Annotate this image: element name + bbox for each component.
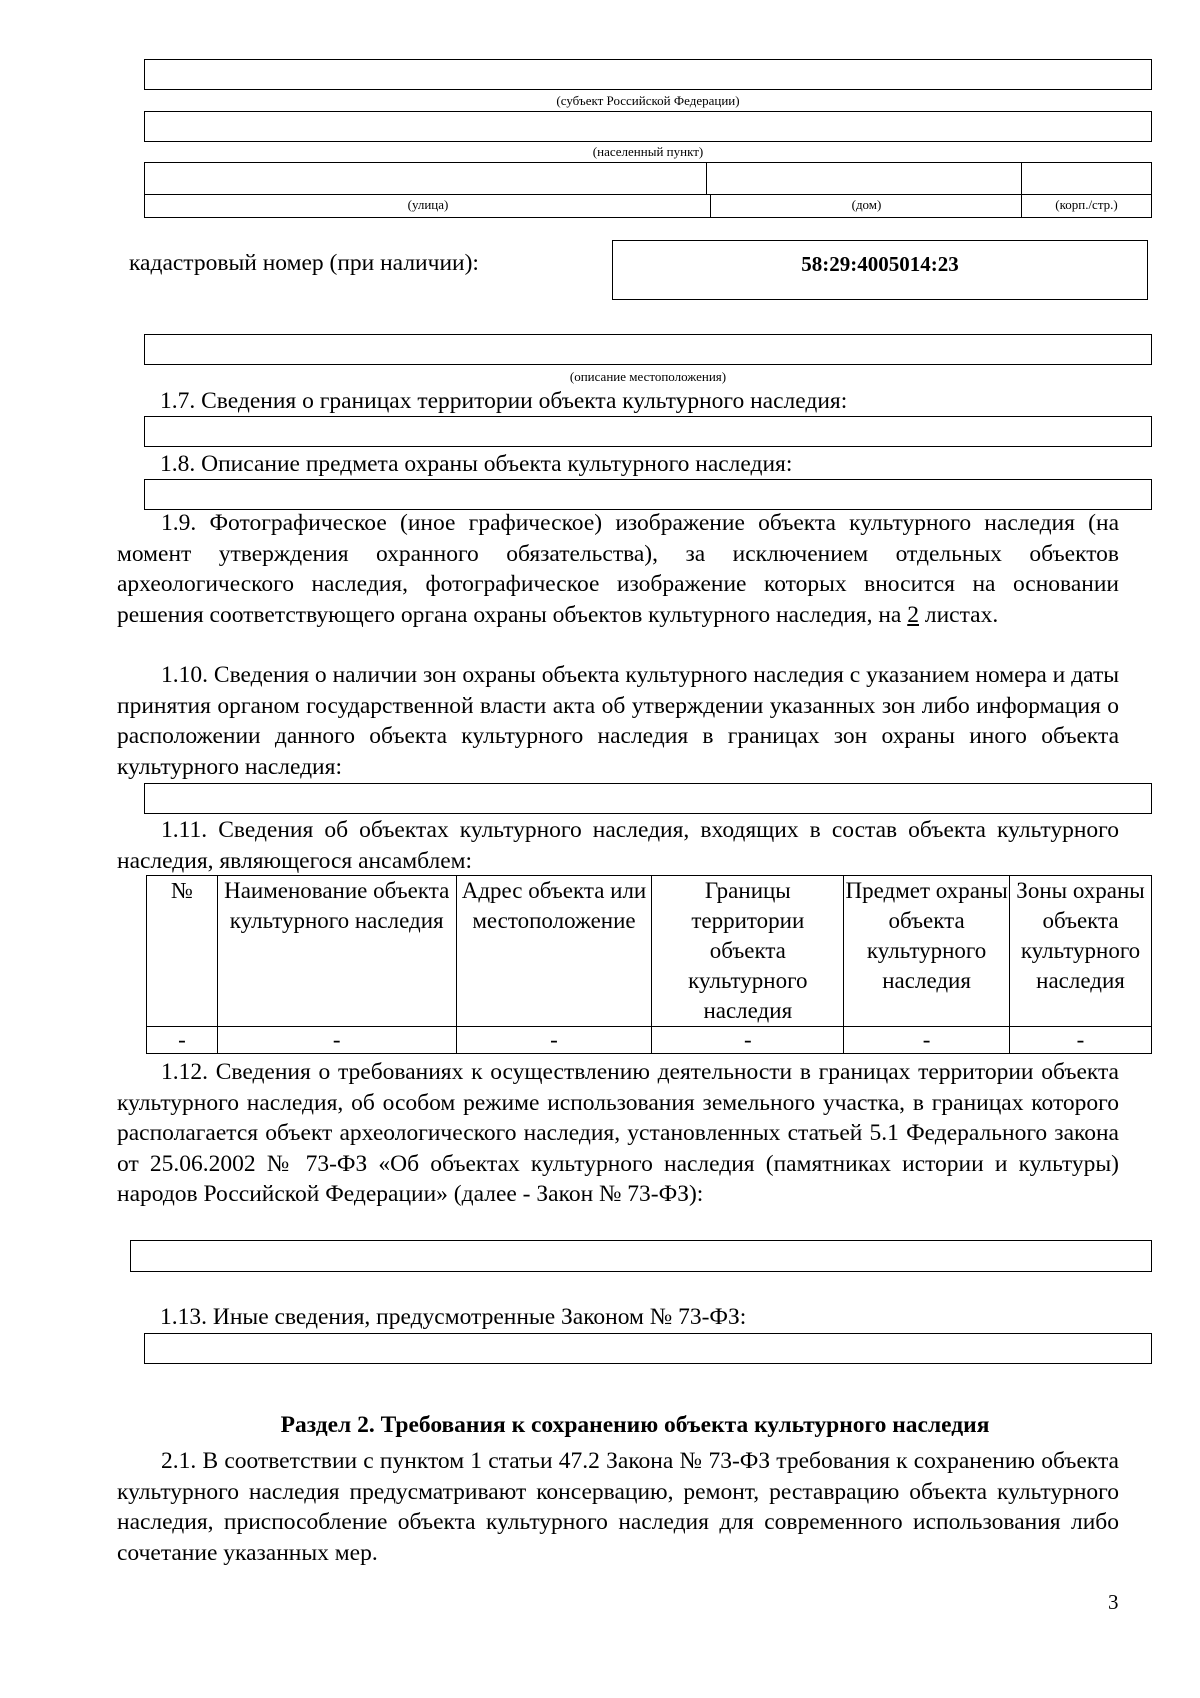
item-1-13: 1.13. Иные сведения, предусмотренные Законом № 73-ФЗ: [160, 1304, 747, 1330]
item-1-9-count: 2 [907, 601, 919, 628]
item-1-9 [117, 508, 1119, 630]
table-cell: - [844, 1027, 1010, 1054]
item-2-1 [117, 1446, 1119, 1568]
item-1-8-field[interactable] [144, 479, 1152, 510]
item-1-8: 1.8. Описание предмета охраны объекта культурного наследия: [160, 451, 793, 477]
col-header: № [147, 876, 218, 1027]
item-1-11-text: 1.11. Сведения об объектах культурного наследия, входящих в состав объекта культурного наследия, являющегося ансамблем: [117, 817, 1119, 874]
cadastral-label: кадастровый номер (при наличии): [129, 250, 479, 276]
street-field[interactable] [144, 162, 708, 196]
table-cell: - [456, 1027, 652, 1054]
section-2-heading: Раздел 2. Требования к сохранению объекта культурного наследия [280, 1412, 990, 1438]
locality-caption: (населенный пункт) [592, 144, 704, 159]
region-caption: (субъект Российской Федерации) [556, 93, 740, 108]
region-field[interactable] [144, 59, 1152, 90]
house-field[interactable] [706, 162, 1023, 196]
location-caption: (описание местоположения) [569, 369, 727, 384]
table-row [147, 1027, 1152, 1054]
table-cell: - [652, 1027, 844, 1054]
item-1-10-field[interactable] [144, 783, 1152, 814]
building-caption: (корп./стр.) [1055, 197, 1118, 212]
col-header: Наименование объекта культурного наследия [217, 876, 456, 1027]
page-number: 3 [1108, 1590, 1119, 1614]
table-cell: - [1010, 1027, 1152, 1054]
cadastral-value: 58:29:4005014:23 [801, 252, 959, 276]
location-field[interactable] [144, 334, 1152, 365]
building-field[interactable] [1021, 162, 1152, 196]
col-header: Адрес объекта или местоположение [456, 876, 652, 1027]
item-1-12-text: 1.12. Сведения о требованиях к осуществлению деятельности в границах территории объекта культурного наследия, об особом режиме использования земельного участка, в границах которого располагается объект археологического наследия, установленных статьей 5.1 Федерального закона от 25.06.2002 № 73-ФЗ «Об объектах культурного наследия (памятниках истории и культуры) народов Российской Федерации» (далее - Закон № 73-ФЗ): [117, 1059, 1119, 1207]
item-1-7: 1.7. Сведения о границах территории объекта культурного наследия: [160, 388, 848, 414]
item-1-10-text: 1.10. Сведения о наличии зон охраны объекта культурного наследия с указанием номера и даты принятия органом государственной власти акта об утверждении указанных зон либо информация о расположении данного объекта культурного наследия в границах зон охраны иного объекта культурного наследия: [117, 662, 1119, 780]
house-caption: (дом) [851, 197, 882, 212]
item-1-12-field[interactable] [130, 1240, 1152, 1272]
item-2-1-text: 2.1. В соответствии с пунктом 1 статьи 47.2 Закона № 73-ФЗ требования к сохранению объекта культурного наследия предусматривают консервацию, ремонт, реставрацию объекта культурного наследия, приспособление объекта культурного наследия для современного использования либо сочетание указанных мер. [117, 1448, 1119, 1566]
item-1-12 [117, 1057, 1119, 1210]
cadastral-value-field[interactable] [612, 240, 1148, 300]
item-1-9-tail: листах. [918, 601, 999, 628]
ensemble-table [146, 875, 1152, 1054]
item-1-13-field[interactable] [144, 1333, 1152, 1364]
item-1-7-field[interactable] [144, 416, 1152, 447]
locality-field[interactable] [144, 111, 1152, 142]
col-header: Предмет охраны объекта культурного наследия [844, 876, 1010, 1027]
col-header: Границы территории объекта культурного наследия [652, 876, 844, 1027]
table-cell: - [217, 1027, 456, 1054]
street-caption: (улица) [407, 197, 449, 212]
table-cell: - [147, 1027, 218, 1054]
item-1-9-text: 1.9. Фотографическое (иное графическое) изображение объекта культурного наследия (на момент утверждения охранного обязательства), за исключением отдельных объектов археологического наследия, фотографическое изображение которых вносится на основании решения соответствующего органа охраны объектов культурного наследия, на [117, 510, 1119, 628]
item-1-11 [117, 815, 1119, 876]
col-header: Зоны охраны объекта культурного наследия [1010, 876, 1152, 1027]
item-1-10 [117, 660, 1119, 782]
table-header-row [147, 876, 1152, 1027]
